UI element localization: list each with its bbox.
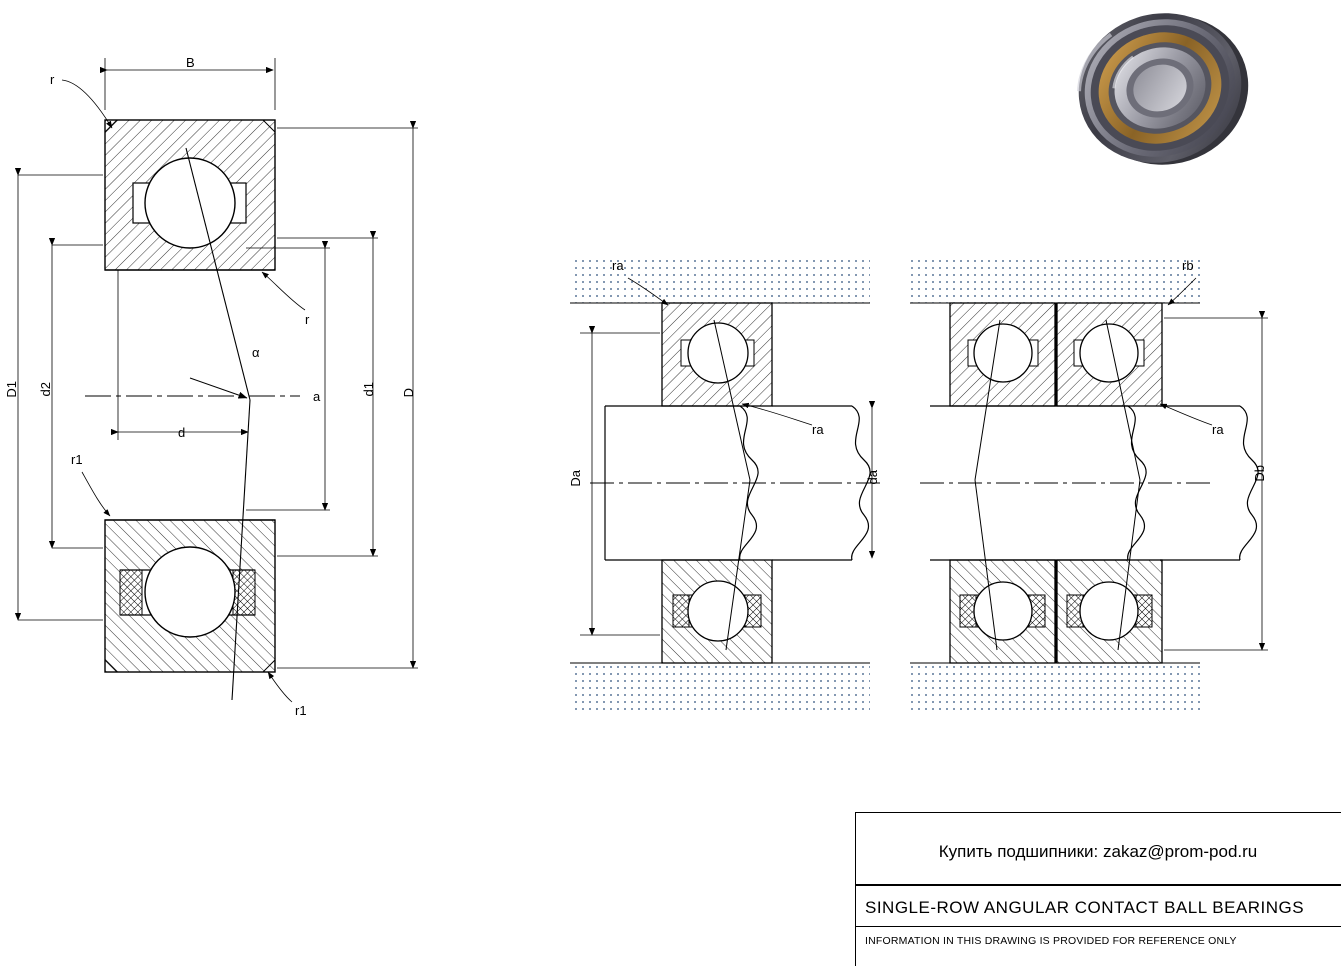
bearing-photo xyxy=(1060,0,1260,185)
ball-bottom xyxy=(145,547,235,637)
chamfer-label-ra-housing: ra xyxy=(612,258,624,273)
dim-label-Db: Db xyxy=(1252,465,1267,482)
title-block-border-left xyxy=(855,812,856,966)
title-block-divider-mid xyxy=(855,884,1341,886)
chamfer-label-r1-bottom: r1 xyxy=(295,703,307,718)
dim-label-D: D xyxy=(401,388,416,398)
chamfer-label-rb-housing: rb xyxy=(1182,258,1194,273)
chamfer-label-ra-shaft2: ra xyxy=(1212,422,1224,437)
dim-label-d: a xyxy=(313,389,321,404)
chamfer-label-ra-shaft: ra xyxy=(812,422,824,437)
mount-pair xyxy=(910,258,1268,711)
dim-label-da: da xyxy=(865,470,880,485)
mount-single xyxy=(570,258,880,711)
dim-label-alpha: α xyxy=(252,345,260,360)
chamfer-label-r1-left: r1 xyxy=(71,452,83,467)
title-block-divider-bottom xyxy=(855,926,1341,927)
title-block xyxy=(855,812,1341,966)
chamfer-label-r-inner: r xyxy=(305,312,310,327)
dim-label-d1: d1 xyxy=(361,382,376,397)
reference-note: INFORMATION IN THIS DRAWING IS PROVIDED FOR REFERENCE ONLY xyxy=(865,935,1237,947)
title-block-divider-top xyxy=(855,812,1341,813)
chamfer-label-r-top: r xyxy=(50,72,55,87)
dim-label-a: d xyxy=(178,425,186,440)
dim-label-B: B xyxy=(186,55,195,70)
ball-top xyxy=(145,158,235,248)
contact-email: Купить подшипники: zakaz@prom-pod.ru xyxy=(938,842,1258,861)
drawing-title: SINGLE-ROW ANGULAR CONTACT BALL BEARINGS xyxy=(865,898,1305,917)
dim-label-d2: d2 xyxy=(38,382,53,397)
dim-label-D1: D1 xyxy=(4,381,19,398)
dim-label-Da: Da xyxy=(568,470,583,487)
